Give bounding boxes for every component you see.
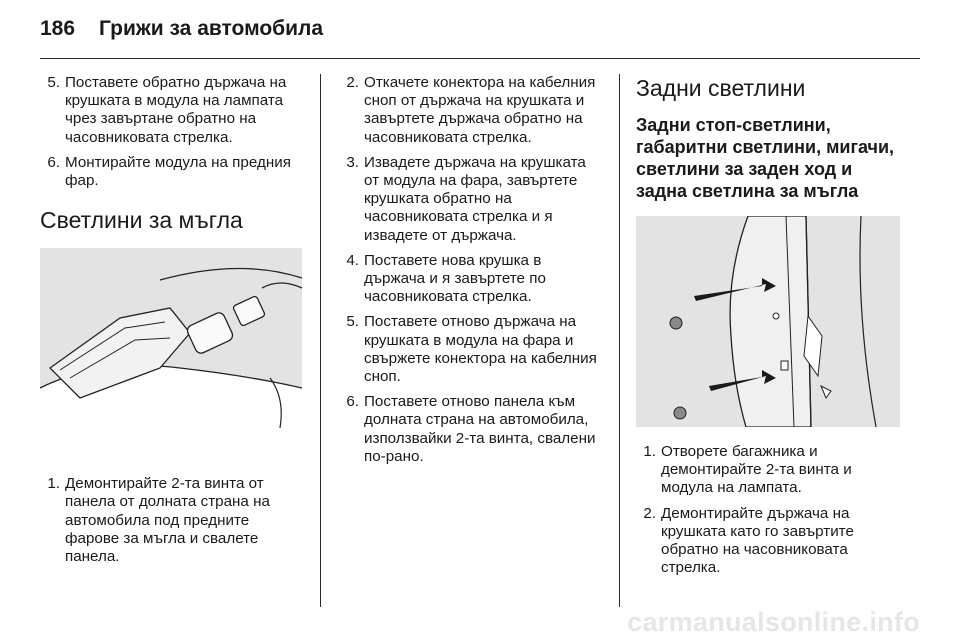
fog-light-drawing bbox=[40, 248, 302, 459]
list-item: 1. Отворете багажника и демонтирайте 2-та винта и модула на лампата. bbox=[643, 443, 852, 497]
page-header bbox=[40, 14, 323, 44]
subsection-title: Задни стоп-светлини, габаритни светлини, мигачи, светлини за заден ход и задна светлина за мъгла bbox=[636, 115, 895, 201]
list-item: 4. Поставете нова крушка в държача и я завъртете по часовниковата стрелка. bbox=[346, 251, 546, 306]
list-item: 2. Демонтирайте държача на крушката като го завъртите обратно на часовниковата стрелка. bbox=[643, 504, 854, 577]
list-item: 2. Откачете конектора на кабелния сноп от държача на крушката и завъртете държача обратно на часовниковата стрелка. bbox=[346, 74, 596, 146]
watermark: carmanualsonline.info bbox=[627, 607, 920, 637]
list-item: 6. Поставете отново панела към долната страна на автомобила, използвайки 2-та винта, свалени по-рано. bbox=[346, 393, 596, 465]
rear-light-drawing bbox=[636, 216, 900, 427]
steps-list-bottom bbox=[40, 475, 306, 566]
steps-list-top bbox=[40, 74, 306, 190]
rear-light-illustration bbox=[636, 216, 900, 427]
column-divider-1 bbox=[320, 74, 321, 607]
chapter-title: Грижи за автомобила bbox=[99, 17, 324, 40]
header-rule bbox=[40, 58, 920, 59]
column-3 bbox=[636, 74, 904, 584]
column-1 bbox=[40, 74, 306, 573]
steps-list bbox=[339, 74, 605, 466]
section-title-rear-lights: Задни светлини bbox=[636, 75, 806, 101]
section-title-fog-lights: Светлини за мъгла bbox=[40, 207, 243, 234]
list-item: 5. Поставете отново държача на крушката в модула на фара и свържете конектора на кабелния сноп. bbox=[346, 313, 597, 386]
fog-light-illustration bbox=[40, 248, 302, 459]
list-item: 6. Монтирайте модула на предния фар. bbox=[47, 153, 291, 190]
list-item: 1. Демонтирайте 2-та винта от панела от долната страна на автомобила под предните фарове за мъгла и свалете панела. bbox=[47, 475, 270, 566]
list-item: 3. Извадете държача на крушката от модула на фара, завъртете крушката обратно на часовниковата стрелка и я извадете от държача. bbox=[346, 153, 586, 244]
steps-list bbox=[636, 443, 904, 577]
list-item: 5. Поставете обратно държача на крушката в модула на лампата чрез завъртане обратно на часовниковата стрелка. bbox=[47, 74, 287, 146]
page-number: 186 bbox=[40, 17, 76, 40]
column-2 bbox=[339, 74, 605, 473]
column-divider-2 bbox=[619, 74, 620, 607]
